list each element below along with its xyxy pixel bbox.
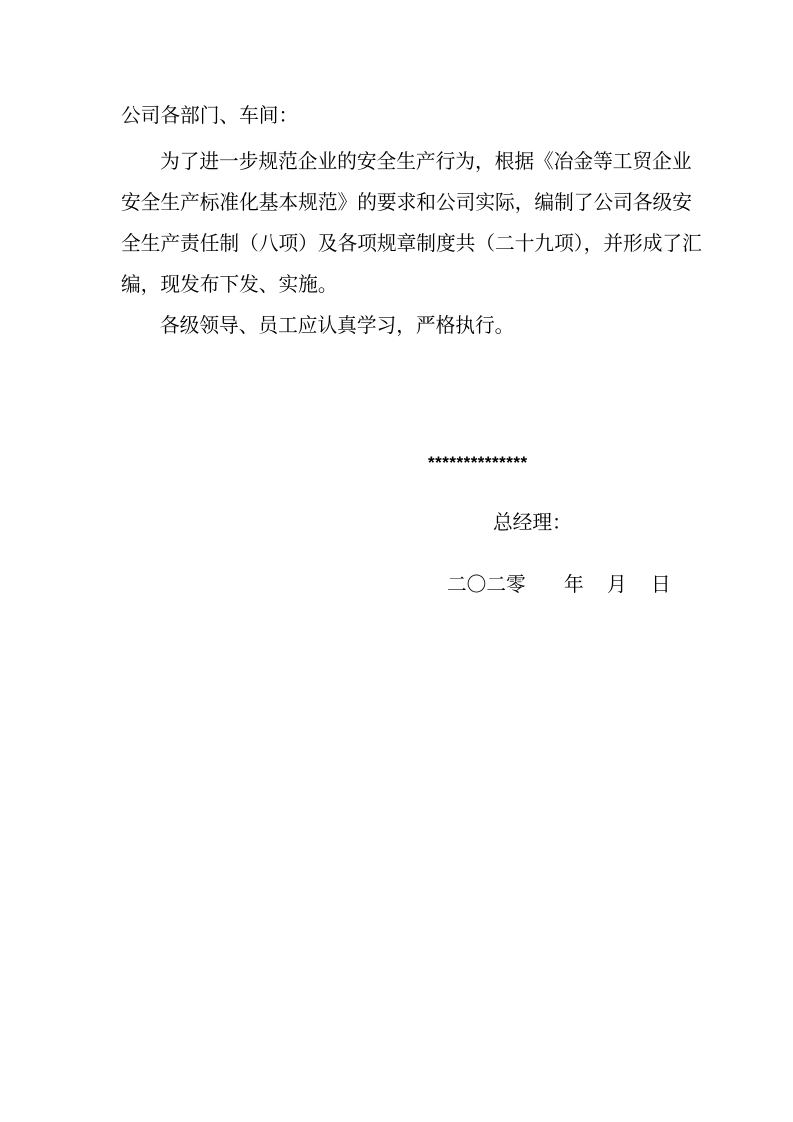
date-year-unit: 年 <box>564 573 584 596</box>
date-month-unit: 月 <box>607 573 627 596</box>
paragraph-2: 各级领导、员工应认真学习，严格执行。 <box>160 314 515 337</box>
date-day-unit: 日 <box>651 573 671 596</box>
date-year: 二〇二零 <box>447 573 526 596</box>
paragraph-line: 为了进一步规范企业的安全生产行为，根据《冶金等工贸企业 <box>160 150 692 173</box>
paragraph-line: 全生产责任制（八项）及各项规章制度共（二十九项），并形成了汇 <box>121 232 702 255</box>
paragraph-line: 编，现发布下发、实施。 <box>121 273 338 296</box>
company-name-masked: ************** <box>428 453 528 472</box>
salutation: 公司各部门、车间： <box>121 104 299 127</box>
general-manager-label: 总经理： <box>493 511 572 534</box>
paragraph-line: 安全生产标准化基本规范》的要求和公司实际，编制了公司各级安 <box>121 191 692 214</box>
